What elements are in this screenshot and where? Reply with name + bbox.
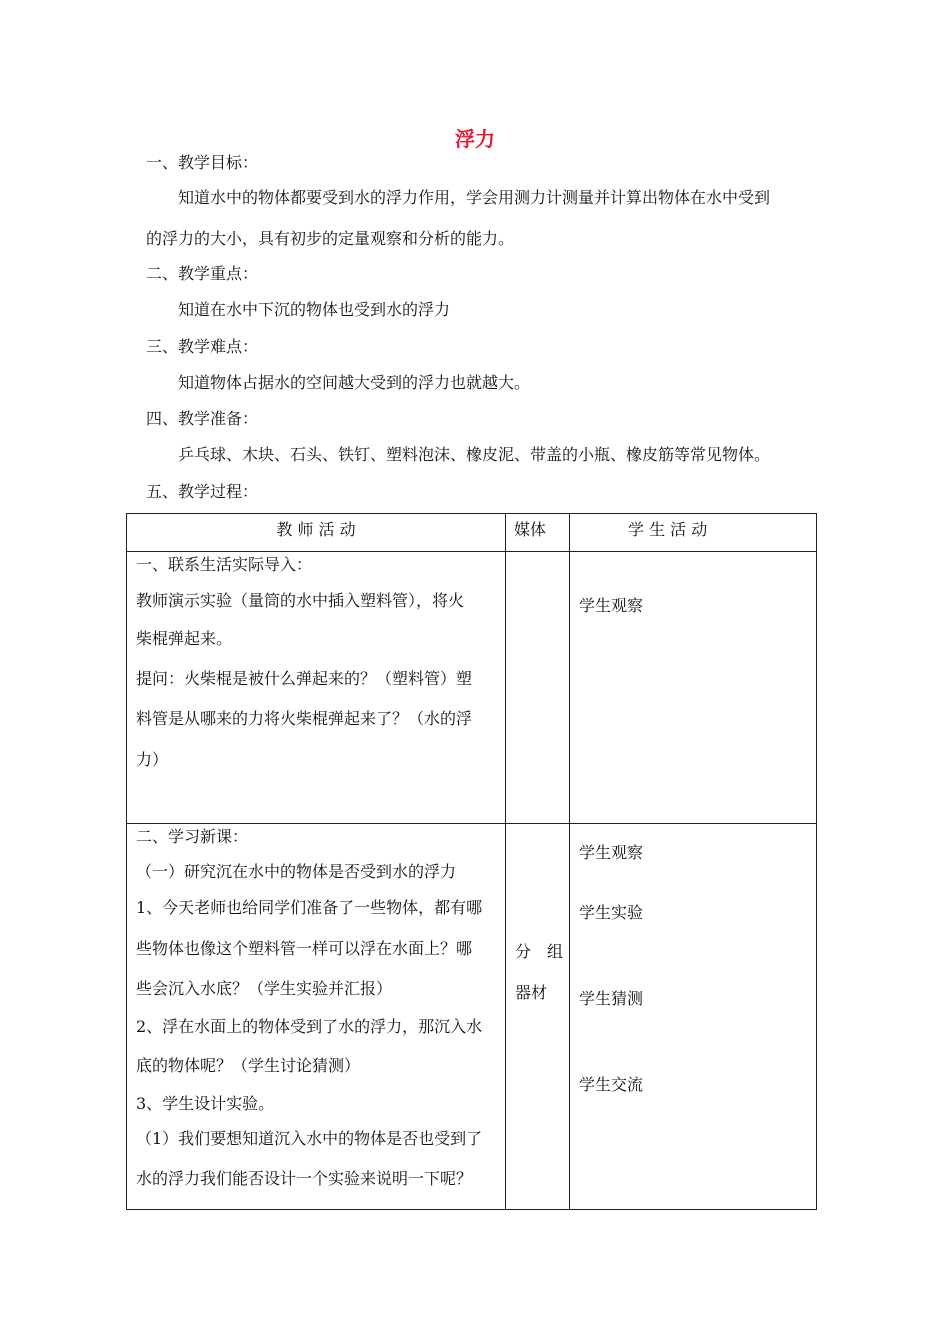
- header-teacher-activity: [127, 514, 506, 552]
- table-header-row: [127, 514, 817, 552]
- student-cell-new-lesson: [570, 824, 817, 1210]
- objectives-heading: 一、教学目标：: [146, 153, 259, 172]
- cell-text-line: 学生观察: [579, 843, 644, 862]
- difficulties-heading: 三、教学难点：: [146, 337, 259, 356]
- cell-text-line: 分 组: [515, 942, 564, 961]
- header-student-label: 学 生 活 动: [628, 520, 708, 539]
- cell-text-line: 1、今天老师也给同学们准备了一些物体，都有哪: [136, 898, 483, 917]
- keypoints-heading: 二、教学重点：: [146, 264, 259, 283]
- teacher-cell-intro: [127, 552, 506, 824]
- table-row: [127, 824, 817, 1210]
- cell-text-line: 学生交流: [579, 1075, 644, 1094]
- media-cell-new-lesson: [506, 824, 570, 1210]
- difficulties-text: 知道物体占据水的空间越大受到的浮力也就越大。: [178, 373, 531, 392]
- objectives-text-line1: 知道水中的物体都要受到水的浮力作用，学会用测力计测量并计算出物体在水中受到: [178, 188, 771, 207]
- cell-text-line: 底的物体呢？（学生讨论猜测）: [136, 1056, 361, 1075]
- teacher-cell-new-lesson: [127, 824, 506, 1210]
- table-row: [127, 552, 817, 824]
- keypoints-text: 知道在水中下沉的物体也受到水的浮力: [178, 300, 451, 319]
- cell-text-line: 二、学习新课：: [136, 827, 249, 846]
- cell-text-line: 学生实验: [579, 903, 644, 922]
- cell-text-line: 教师演示实验（量筒的水中插入塑料管），将火: [136, 591, 465, 610]
- cell-text-line: 些会沉入水底？（学生实验并汇报）: [136, 979, 393, 998]
- objectives-text-line2: 的浮力的大小，具有初步的定量观察和分析的能力。: [146, 229, 515, 248]
- student-cell-intro: [570, 552, 817, 824]
- cell-text-line: 柴棍弹起来。: [136, 629, 233, 648]
- cell-text-line: 水的浮力我们能否设计一个实验来说明一下呢？: [136, 1169, 473, 1188]
- cell-text-line: （一）研究沉在水中的物体是否受到水的浮力: [136, 862, 457, 881]
- cell-text-line: （1）我们要想知道沉入水中的物体是否也受到了: [136, 1129, 483, 1148]
- cell-text-line: 提问：火柴棍是被什么弹起来的？（塑料管）塑: [136, 669, 473, 688]
- cell-text-line: 器材: [515, 983, 548, 1002]
- header-student-activity: [570, 514, 817, 552]
- page-title: 浮力: [455, 127, 495, 151]
- cell-text-line: 力）: [136, 750, 169, 769]
- preparation-heading: 四、教学准备：: [146, 409, 259, 428]
- cell-text-line: 学生观察: [579, 596, 644, 615]
- cell-text-line: 2、浮在水面上的物体受到了水的浮力，那沉入水: [136, 1017, 483, 1036]
- header-media: [506, 514, 570, 552]
- teaching-process-table: [126, 513, 817, 1210]
- preparation-text: 乒乓球、木块、石头、铁钉、塑料泡沫、橡皮泥、带盖的小瓶、橡皮筋等常见物体。: [178, 445, 771, 464]
- media-cell-intro: [506, 552, 570, 824]
- cell-text-line: 料管是从哪来的力将火柴棍弹起来了？（水的浮: [136, 709, 473, 728]
- cell-text-line: 学生猜测: [579, 989, 644, 1008]
- process-heading: 五、教学过程：: [146, 482, 259, 501]
- header-media-label: 媒体: [514, 520, 547, 539]
- cell-text-line: 一、联系生活实际导入：: [136, 555, 313, 574]
- header-teacher-label: 教 师 活 动: [276, 520, 356, 539]
- cell-text-line: 3、学生设计实验。: [136, 1094, 275, 1113]
- cell-text-line: 些物体也像这个塑料管一样可以浮在水面上？哪: [136, 939, 473, 958]
